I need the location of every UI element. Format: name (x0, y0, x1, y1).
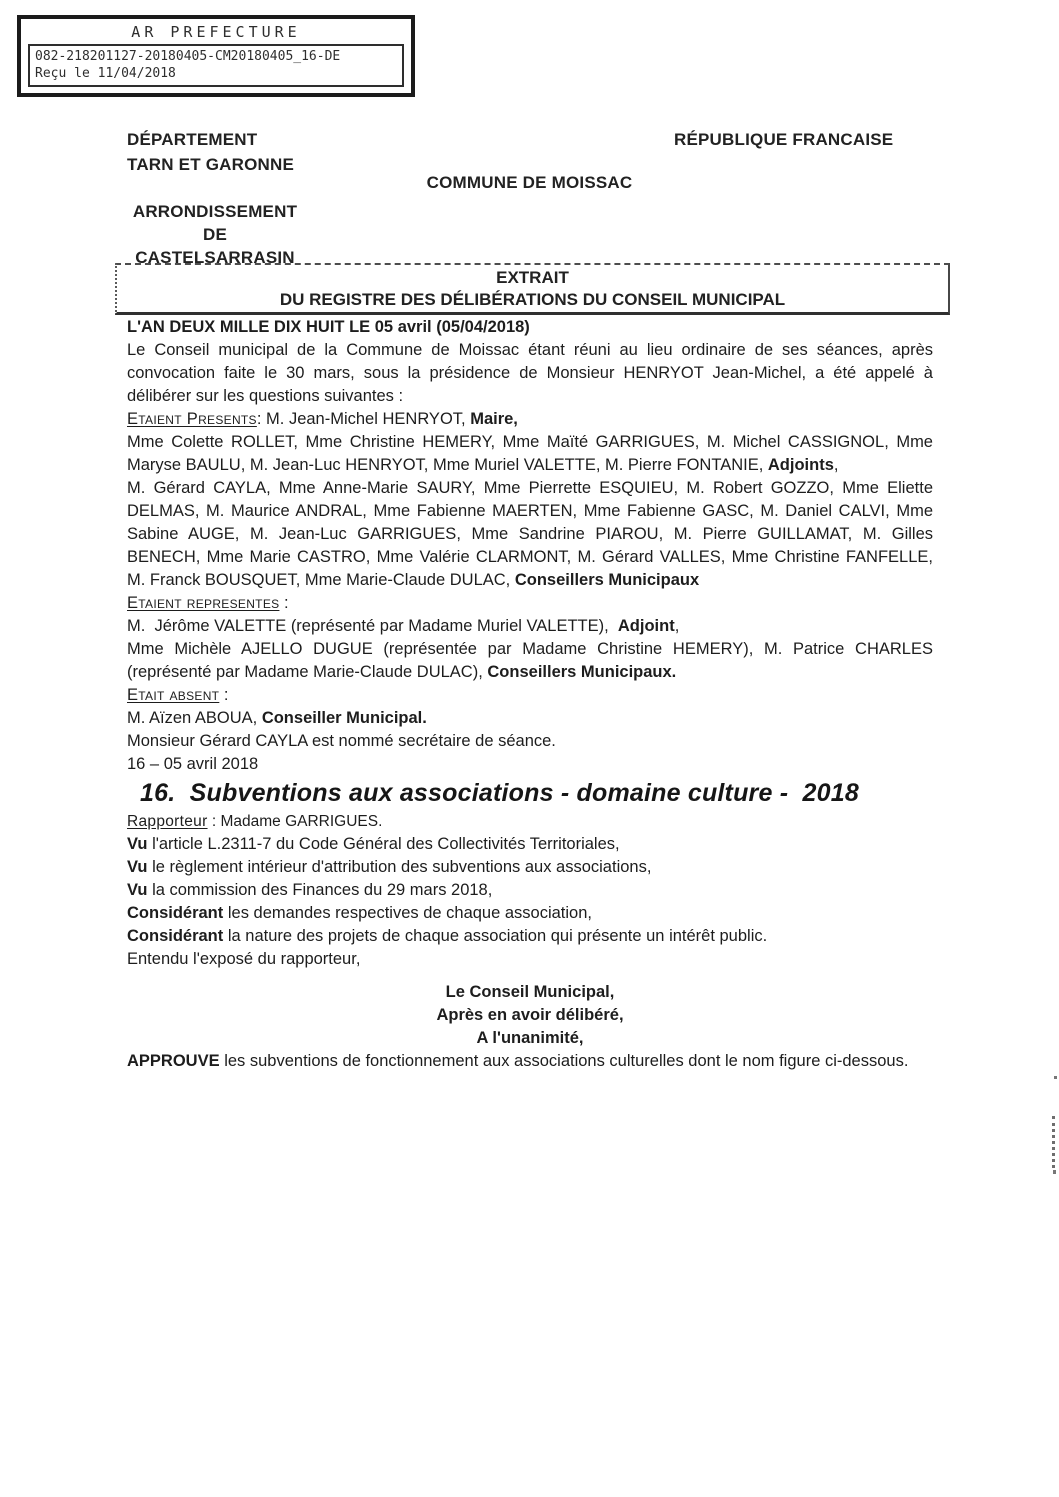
representes-line1-role: Adjoint (617, 617, 675, 635)
adjoints-after: , (833, 456, 839, 474)
vu-rest: la commission des Finances du 29 mars 2018, (147, 881, 493, 899)
departement-label: DÉPARTEMENT (127, 130, 258, 149)
vu-reglement (127, 856, 933, 879)
absent-role: Conseiller Municipal. (261, 709, 427, 727)
representes-line1-text: M. Jérôme VALETTE (représenté par Madame Muriel VALETTE), (127, 617, 618, 635)
adjoints-names: Mme Colette ROLLET, Mme Christine HEMERY, Mme Maïté GARRIGUES, M. Michel CASSIGNOL, Mme Maryse BAULU, M. Jean-Luc HENRYOT, Mme Muriel VALETTE, M. Pierre FONTANIE, (127, 433, 933, 474)
rapporteur-line (127, 810, 933, 833)
stamp-reference-code: 082-218201127-20180405-CM20180405_16-DE (35, 49, 341, 64)
stamp-inner-box (28, 44, 404, 87)
approve-rest: les subventions de fonctionnement aux associations culturelles dont le nom figure ci-dessous. (219, 1052, 909, 1070)
representes-line2-text: Mme Michèle AJELLO DUGUE (représentée par Madame Christine HEMERY), M. Patrice CHARLES (représenté par Madame Marie-Claude DULAC), (127, 640, 933, 681)
adjoints-role: Adjoints (767, 456, 834, 474)
extrait-title-box (115, 263, 950, 315)
arrondissement-label: ARRONDISSEMENT (132, 202, 298, 221)
considerant-demandes (127, 902, 933, 925)
stamp-title: AR PREFECTURE (131, 23, 301, 41)
arrondissement-de: DE (202, 225, 228, 244)
considerant-rest: les demandes respectives de chaque association, (223, 904, 592, 922)
approve-lead: APPROUVE (127, 1052, 220, 1070)
vu-lead: Vu (127, 835, 148, 853)
decision-line: Après en avoir délibéré, (436, 1006, 624, 1024)
vu-lead: Vu (127, 858, 148, 876)
presents-label: Etaient Presents (127, 410, 257, 428)
entendu-rest: Entendu l'exposé du rapporteur, (127, 950, 361, 968)
representes-sep: : (279, 594, 289, 612)
representes-line1 (127, 615, 933, 638)
absent-label: Etait absent (127, 686, 220, 704)
departement-name: TARN ET GARONNE (127, 155, 295, 174)
arrondissement-name: CASTELSARRASIN (135, 248, 295, 267)
representes-label: Etaient representes (127, 594, 280, 612)
item-title: 16. Subventions aux associations - domaine culture - 2018 (140, 779, 859, 807)
absent-text: M. Aïzen ABOUA, (127, 709, 262, 727)
vu-commission (127, 879, 933, 902)
arrondissement-block (116, 200, 314, 269)
decision-line: A l'unanimité, (476, 1029, 584, 1047)
considerant-nature (127, 925, 933, 948)
vu-rest: le règlement intérieur d'attribution des subventions aux associations, (147, 858, 652, 876)
vu-article (127, 833, 933, 856)
extrait-line1: EXTRAIT (496, 268, 569, 287)
item-reference: 16 – 05 avril 2018 (127, 755, 259, 773)
considerant-rest: la nature des projets de chaque association qui présente un intérêt public. (223, 927, 768, 945)
presents-text: M. Jean-Michel HENRYOT, (266, 410, 471, 428)
stamp-received-date: Reçu le 11/04/2018 (35, 66, 176, 81)
decision-line: Le Conseil Municipal, (445, 983, 615, 1001)
presents-sep: : (256, 410, 267, 428)
presents-line (127, 408, 933, 431)
entendu-line (127, 948, 933, 971)
representes-line1-after: , (674, 617, 680, 635)
vu-lead: Vu (127, 881, 148, 899)
absent-label-line (127, 684, 933, 707)
absent-line (127, 707, 933, 730)
extrait-line2: DU REGISTRE DES DÉLIBÉRATIONS DU CONSEIL MUNICIPAL (279, 290, 786, 309)
vu-rest: l'article L.2311-7 du Code Général des Collectivités Territoriales, (147, 835, 620, 853)
considerant-lead: Considérant (127, 904, 224, 922)
session-date-line: L'AN DEUX MILLE DIX HUIT LE 05 avril (05/04/2018) (127, 318, 530, 336)
rapporteur-label: Rapporteur (127, 813, 208, 830)
commune-label: COMMUNE DE MOISSAC (426, 173, 633, 192)
secretary-line: Monsieur Gérard CAYLA est nommé secrétaire de séance. (127, 732, 556, 750)
representes-line2 (127, 638, 933, 684)
session-intro: Le Conseil municipal de la Commune de Moissac étant réuni au lieu ordinaire de ses séances, après convocation faite le 30 mars, sous la présidence de Monsieur HENRYOT Jean-Michel, a été appelé à délibérer sur les questions suivantes : (127, 341, 933, 405)
adjoints-paragraph (127, 431, 933, 477)
conseillers-paragraph (127, 477, 933, 592)
absent-sep: : (219, 686, 229, 704)
representes-line2-role: Conseillers Municipaux. (487, 663, 677, 681)
scan-artifact (1054, 1076, 1057, 1079)
scan-artifact (1053, 1170, 1056, 1174)
representes-label-line (127, 592, 933, 615)
republique-label: RÉPUBLIQUE FRANCAISE (674, 130, 894, 149)
rapporteur-rest: : Madame GARRIGUES. (207, 813, 383, 830)
approve-paragraph (127, 1050, 933, 1073)
considerant-lead: Considérant (127, 927, 224, 945)
decision-block (127, 981, 933, 1050)
presents-role: Maire, (470, 410, 518, 428)
prefecture-stamp (17, 15, 415, 97)
conseillers-names: M. Gérard CAYLA, Mme Anne-Marie SAURY, Mme Pierrette ESQUIEU, M. Robert GOZZO, Mme Eliette DELMAS, M. Maurice ANDRAL, Mme Fabienne MAERTEN, Mme Fabienne GASC, M. Daniel CALVI, Mme Sabine AUGE, M. Jean-Luc GARRIGUES, Mme Sandrine PIAROU, M. Pierre GUILLAMAT, M. Gilles BENECH, Mme Marie CASTRO, Mme Valérie CLARMONT, M. Gérard VALLES, Mme Christine FANFELLE, M. Franck BOUSQUET, Mme Marie-Claude DULAC, (127, 479, 933, 589)
document-body (127, 316, 933, 1073)
conseillers-role: Conseillers Municipaux (514, 571, 700, 589)
scan-artifact (1052, 1116, 1055, 1168)
